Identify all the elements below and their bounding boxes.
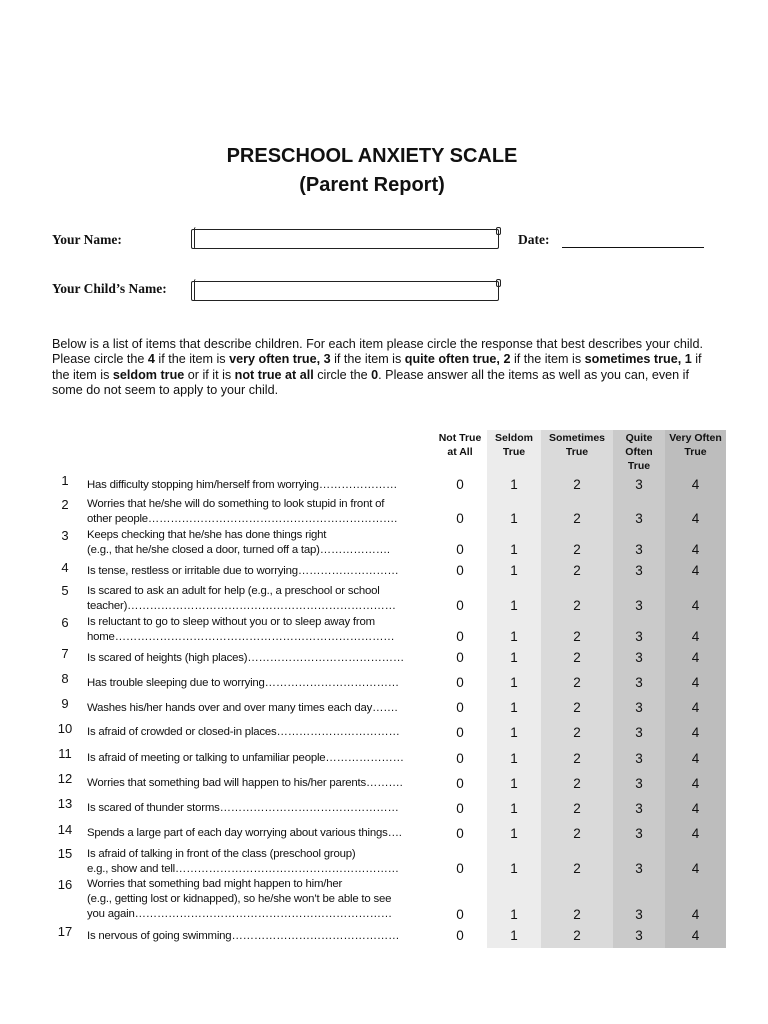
item-number: 5 — [61, 583, 69, 598]
response-option[interactable]: 2 — [573, 650, 581, 665]
response-option[interactable]: 2 — [573, 563, 581, 578]
response-option[interactable]: 3 — [635, 776, 643, 791]
item-number: 16 — [57, 877, 73, 892]
date-label: Date: — [518, 232, 550, 247]
response-option[interactable]: 2 — [573, 675, 581, 690]
response-option[interactable]: 3 — [635, 725, 643, 740]
response-option[interactable]: 1 — [510, 675, 518, 690]
item-text: Worries that something bad will happen to his/her parents………. — [87, 777, 403, 789]
item-number: 2 — [61, 497, 69, 512]
item-text: Is scared to ask an adult for help (e.g., a preschool or school teacher)……………………………………………………………… — [87, 585, 396, 612]
response-option[interactable]: 1 — [510, 907, 518, 922]
response-option[interactable]: 1 — [510, 801, 518, 816]
response-option[interactable]: 0 — [456, 776, 464, 791]
item-number: 11 — [58, 746, 72, 761]
item-text: Worries that he/she will do something to look stupid in front of other people…………………………………………………………. — [87, 498, 398, 525]
item-text: Is scared of heights (high places)…………………………………… — [87, 652, 405, 664]
response-option[interactable]: 4 — [691, 861, 700, 876]
response-option[interactable]: 0 — [456, 700, 464, 715]
item-number: 9 — [61, 696, 69, 711]
response-option[interactable]: 2 — [573, 598, 581, 613]
response-option[interactable]: 0 — [456, 907, 464, 922]
response-option[interactable]: 4 — [691, 629, 700, 644]
item-number: 4 — [61, 560, 69, 575]
item-text: Has difficulty stopping him/herself from worrying………………… — [87, 479, 398, 491]
response-option[interactable]: 0 — [456, 725, 464, 740]
response-option[interactable]: 1 — [510, 598, 518, 613]
column-header: Quite Often True — [625, 432, 653, 472]
response-option[interactable]: 4 — [691, 511, 700, 526]
response-option[interactable]: 3 — [635, 861, 643, 876]
response-option[interactable]: 0 — [456, 629, 464, 644]
response-option[interactable]: 4 — [691, 776, 700, 791]
column-header: Very Often True — [669, 432, 722, 458]
response-option[interactable]: 3 — [635, 826, 643, 841]
response-option[interactable]: 4 — [691, 675, 700, 690]
response-option[interactable]: 4 — [691, 751, 700, 766]
column-header: Sometimes True — [548, 432, 606, 458]
response-option[interactable]: 0 — [456, 751, 464, 766]
response-option[interactable]: 4 — [691, 907, 700, 922]
response-option[interactable]: 4 — [691, 542, 700, 557]
response-option[interactable]: 4 — [691, 928, 700, 943]
response-option[interactable]: 3 — [635, 477, 643, 492]
response-option[interactable]: 2 — [573, 629, 581, 644]
response-option[interactable]: 1 — [510, 629, 518, 644]
item-text: Is afraid of talking in front of the class (preschool group) e.g., show and tell…………………………………………………… — [87, 848, 399, 875]
response-option[interactable]: 4 — [691, 826, 700, 841]
item-text: Is scared of thunder storms………………………………………… — [87, 802, 399, 814]
response-option[interactable]: 1 — [510, 826, 518, 841]
response-option[interactable]: 0 — [456, 511, 464, 526]
response-option[interactable]: 2 — [573, 907, 581, 922]
item-number: 17 — [57, 924, 73, 939]
child-name-field[interactable] — [191, 281, 499, 301]
response-option[interactable]: 1 — [510, 700, 518, 715]
item-text: Is tense, restless or irritable due to worrying……………………… — [87, 565, 399, 577]
response-option[interactable]: 1 — [510, 725, 518, 740]
item-number: 3 — [61, 528, 69, 543]
response-option[interactable]: 4 — [691, 563, 700, 578]
response-option[interactable]: 0 — [456, 801, 464, 816]
response-option[interactable]: 2 — [573, 477, 581, 492]
item-text: Keeps checking that he/she has done things right (e.g., that he/she closed a door, turned off a tap)………………. — [87, 529, 390, 556]
item-number: 10 — [57, 721, 73, 736]
response-option[interactable]: 1 — [510, 776, 518, 791]
item-number: 6 — [61, 615, 69, 630]
response-option[interactable]: 1 — [510, 542, 518, 557]
response-option[interactable]: 0 — [456, 650, 464, 665]
item-text: Washes his/her hands over and over many times each day……. — [87, 702, 398, 714]
response-option[interactable]: 0 — [456, 826, 464, 841]
response-option[interactable]: 0 — [456, 928, 464, 943]
item-number: 7 — [61, 646, 69, 661]
column-header: Seldom True — [495, 432, 533, 458]
response-option[interactable]: 4 — [691, 801, 700, 816]
item-text: Is nervous of going swimming……………………………………… — [87, 930, 400, 942]
your-name-label: Your Name: — [52, 232, 122, 247]
response-option[interactable]: 3 — [635, 675, 643, 690]
child-name-label: Your Child’s Name: — [52, 281, 167, 296]
response-option[interactable]: 0 — [456, 477, 464, 492]
page-subtitle: (Parent Report) — [299, 174, 445, 196]
response-option[interactable]: 4 — [691, 598, 700, 613]
response-option[interactable]: 0 — [456, 675, 464, 690]
date-field[interactable] — [562, 246, 704, 248]
response-option[interactable]: 1 — [510, 861, 518, 876]
response-option[interactable]: 1 — [510, 511, 518, 526]
item-text: Is afraid of meeting or talking to unfamiliar people………………… — [87, 752, 404, 764]
response-option[interactable]: 4 — [691, 725, 700, 740]
response-option[interactable]: 2 — [573, 928, 581, 943]
response-option[interactable]: 1 — [510, 751, 518, 766]
response-option[interactable]: 2 — [573, 542, 581, 557]
response-option[interactable]: 3 — [635, 650, 643, 665]
instructions: Below is a list of items that describe children. For each item please circle the response that best describes your child. Please circle the 4 if the item is very often true, 3 if the item is quite often true, 2 if the item is sometimes true, 1 if the item is seldom true or if it is not true at all circle the 0. Please answer all the items as well as you can, even if some do not seem to apply to your child. — [52, 337, 703, 398]
response-option[interactable]: 4 — [691, 700, 700, 715]
response-option[interactable]: 0 — [456, 598, 464, 613]
response-option[interactable]: 2 — [573, 826, 581, 841]
response-option[interactable]: 3 — [635, 907, 643, 922]
response-option[interactable]: 2 — [573, 725, 581, 740]
response-option[interactable]: 3 — [635, 629, 643, 644]
response-option[interactable]: 3 — [635, 511, 643, 526]
response-option[interactable]: 3 — [635, 563, 643, 578]
response-option[interactable]: 0 — [456, 542, 464, 557]
response-option[interactable]: 3 — [635, 542, 643, 557]
item-number: 15 — [57, 846, 73, 861]
item-text: Spends a large part of each day worrying about various things…. — [87, 827, 402, 839]
response-option[interactable]: 4 — [691, 650, 700, 665]
your-name-field[interactable] — [191, 229, 499, 249]
response-option[interactable]: 2 — [573, 511, 581, 526]
item-number: 8 — [61, 671, 69, 686]
page-title: PRESCHOOL ANXIETY SCALE — [226, 145, 518, 167]
response-option[interactable]: 1 — [510, 477, 518, 492]
response-option[interactable]: 3 — [635, 801, 643, 816]
response-option[interactable]: 1 — [510, 650, 518, 665]
response-option[interactable]: 2 — [573, 776, 581, 791]
item-number: 1 — [61, 473, 69, 488]
item-text: Has trouble sleeping due to worrying……………………………… — [87, 677, 399, 689]
item-number: 14 — [57, 822, 73, 837]
item-text: Is reluctant to go to sleep without you or to sleep away from home………………………………………………………………… — [87, 616, 395, 643]
response-option[interactable]: 1 — [510, 928, 518, 943]
response-option[interactable]: 3 — [635, 598, 643, 613]
response-option[interactable]: 2 — [573, 700, 581, 715]
item-number: 13 — [57, 796, 73, 811]
response-option[interactable]: 0 — [456, 861, 464, 876]
item-text: Worries that something bad might happen to him/her (e.g., getting lost or kidnapped), so he/she won’t be able to see you again…………………………………………………………… — [87, 878, 392, 920]
response-option[interactable]: 0 — [456, 563, 464, 578]
response-option[interactable]: 2 — [573, 861, 581, 876]
response-option[interactable]: 4 — [691, 477, 700, 492]
response-option[interactable]: 1 — [510, 563, 518, 578]
response-option[interactable]: 2 — [573, 801, 581, 816]
response-option[interactable]: 2 — [573, 751, 581, 766]
response-option[interactable]: 3 — [635, 928, 643, 943]
response-option[interactable]: 3 — [635, 700, 643, 715]
item-text: Is afraid of crowded or closed-in places…………………………… — [87, 726, 400, 738]
response-option[interactable]: 3 — [635, 751, 643, 766]
column-header: Not True at All — [438, 432, 482, 458]
item-number: 12 — [57, 771, 73, 786]
